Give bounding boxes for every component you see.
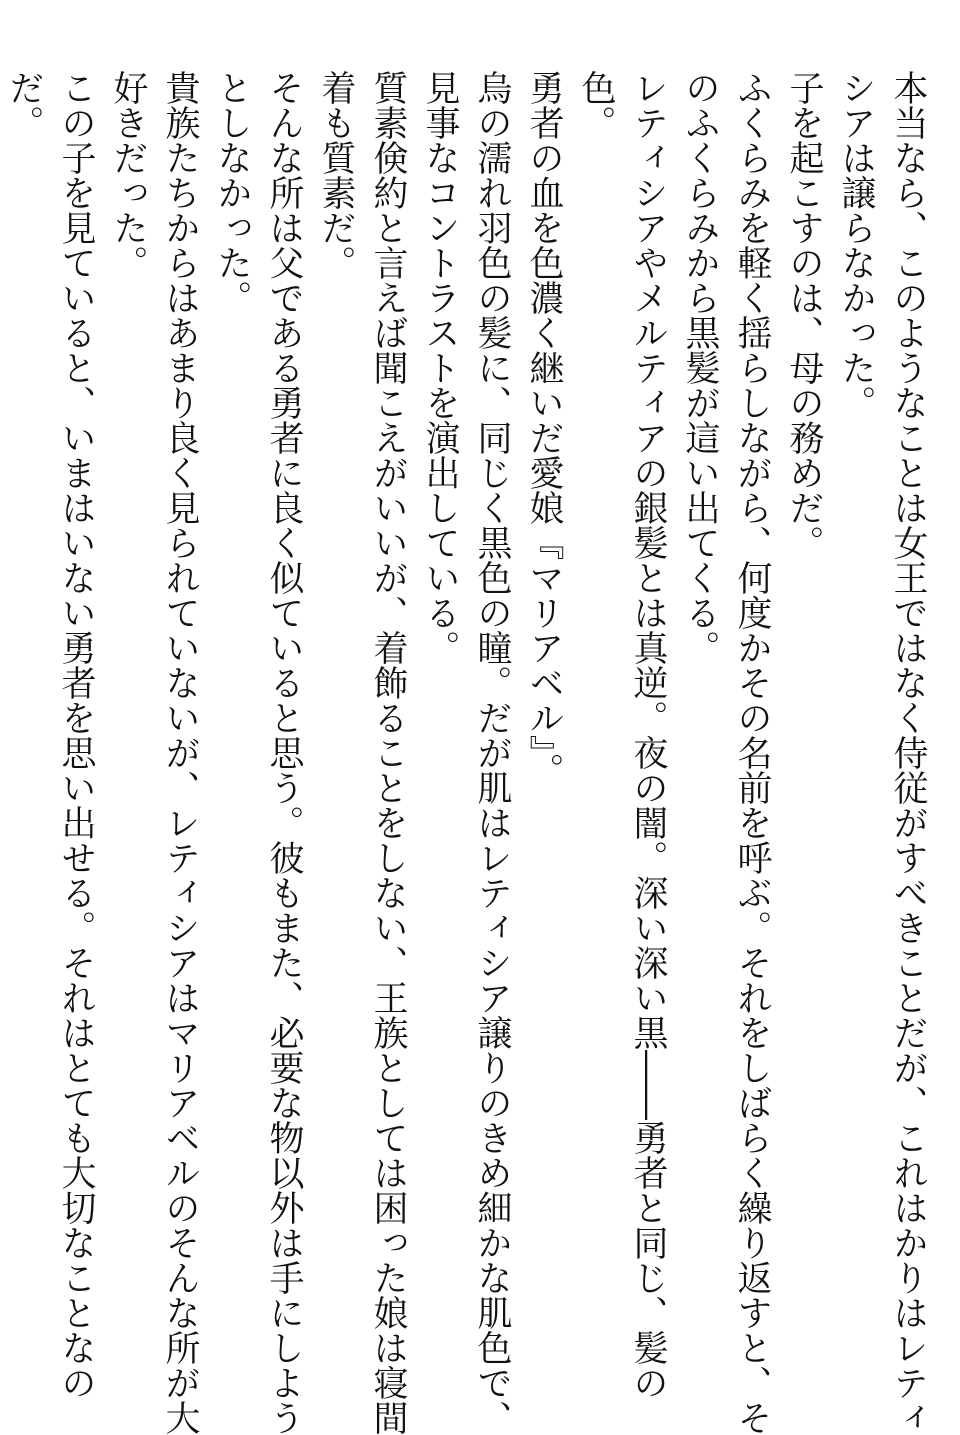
- text-column-3: 子を起こすのは、母の務めだ。: [784, 70, 824, 560]
- text-column-9: 烏の濡れ羽色の髪に、同じく黒色の瞳。だが肌はレティシア譲りのきめ細かな肌色で、: [472, 70, 512, 1435]
- text-column-8: 勇者の血を色濃く継いだ愛娘『マリアベル』。: [524, 70, 564, 788]
- text-column-1: 本当なら、このようなことは女王ではなく侍従がすべきことだが、これはかりはレティ: [888, 70, 928, 1435]
- text-column-10: 見事なコントラストを演出している。: [420, 70, 460, 665]
- text-column-16: 好きだった。: [108, 70, 148, 280]
- text-column-14: としなかった。: [212, 70, 252, 315]
- text-column-11: 質素倹約と言えば聞こえがいいが、着飾ることをしない、王族としては困った娘は寝間: [368, 70, 408, 1435]
- text-column-6: レティシアやメルティアの銀髪とは真逆。夜の闇。深い深い黒――勇者と同じ、髪の: [628, 70, 668, 1400]
- text-column-13: そんな所は父である勇者に良く似ていると思う。彼もまた、必要な物以外は手にしよう: [264, 70, 304, 1435]
- text-column-2: シアは譲らなかった。: [836, 70, 876, 420]
- text-column-7: 色。: [576, 70, 616, 140]
- text-column-4: ふくらみを軽く揺らしながら、何度かその名前を呼ぶ。それをしばらく繰り返すと、そ: [732, 70, 772, 1435]
- text-column-15: 貴族たちからはあまり良く見られていないが、レティシアはマリアベルのそんな所が大: [160, 70, 200, 1435]
- text-column-18: だ。: [4, 70, 44, 140]
- text-column-12: 着も質素だ。: [316, 70, 356, 280]
- text-column-17: この子を見ていると、いまはいない勇者を思い出せる。それはとても大切なことなの: [56, 70, 96, 1400]
- text-column-5: のふくらみから黒髪が這い出てくる。: [680, 70, 720, 665]
